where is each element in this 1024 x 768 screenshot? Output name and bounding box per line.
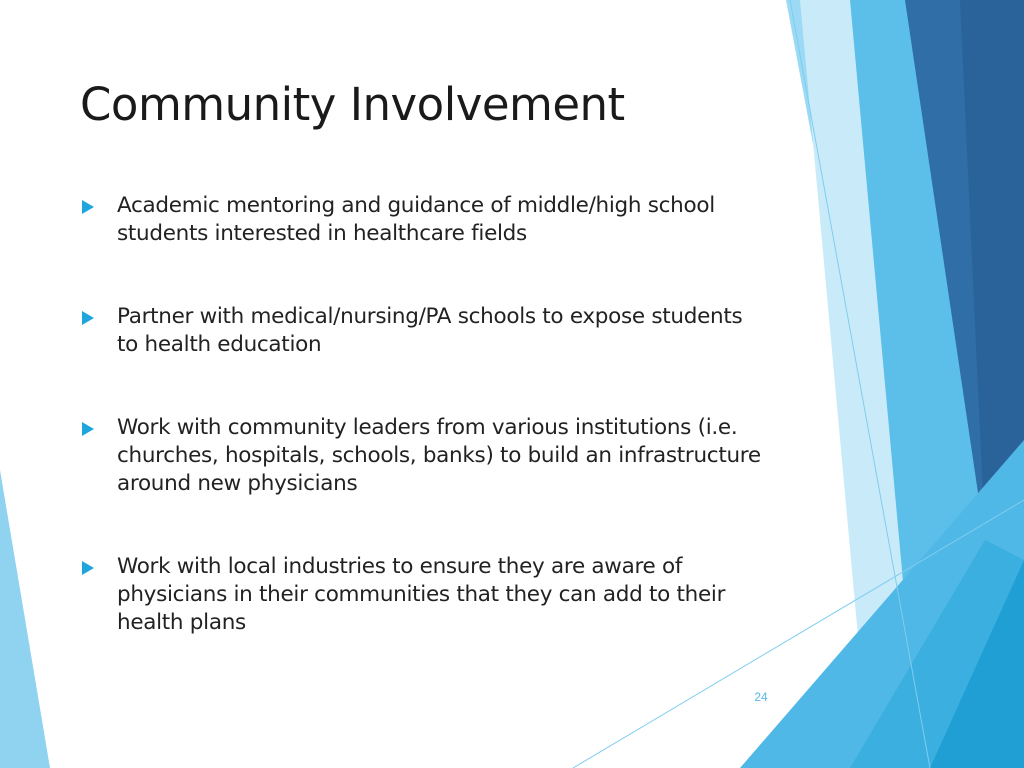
bullet-text: Work with local industries to ensure they are aware of physicians in their communities that they can add to their health plans (117, 554, 726, 635)
bullet-arrow-icon (82, 561, 94, 575)
bullet-arrow-icon (82, 422, 94, 436)
bullet-arrow-icon (82, 311, 94, 325)
bullet-text: Academic mentoring and guidance of middle/high school students interested in healthcare fields (117, 193, 715, 246)
left-edge-shape (0, 470, 50, 768)
bullet-arrow-icon (82, 200, 94, 214)
bullet-text: Work with community leaders from various institutions (i.e. churches, hospitals, schools, banks) to build an infrastructure around new physicians (117, 415, 761, 496)
slide-number: 24 (754, 690, 768, 704)
slide-title: Community Involvement (80, 78, 625, 131)
bullet-text: Partner with medical/nursing/PA schools to expose students to health education (117, 304, 743, 357)
